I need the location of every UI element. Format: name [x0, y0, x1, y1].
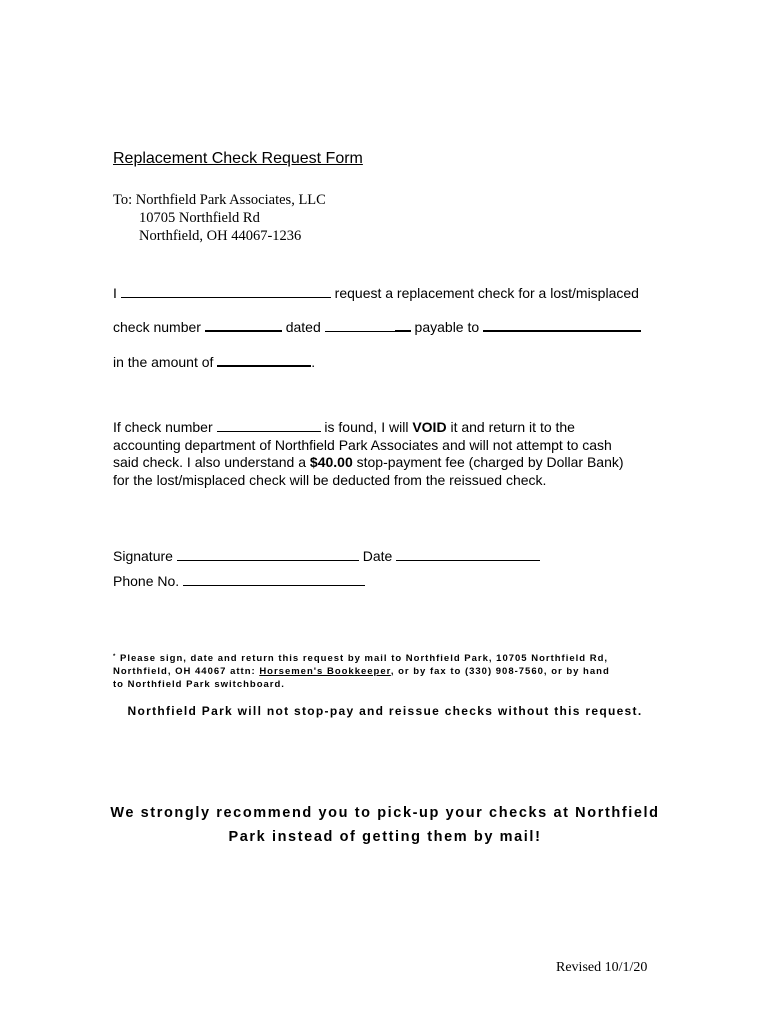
para-text-2: is found, I will	[324, 419, 409, 435]
name-field[interactable]	[121, 285, 331, 298]
address-line-3: Northfield, OH 44067-1236	[139, 228, 302, 244]
para-text-3: it and return it to the	[450, 419, 575, 435]
recommend-line-2: Park instead of getting them by mail!	[228, 829, 542, 845]
date-field[interactable]	[325, 319, 395, 332]
note-line-2a: Northfield, OH 44067 attn:	[113, 666, 256, 677]
amount-suffix: .	[311, 354, 316, 370]
para-text-4: said check. I also understand a	[113, 454, 307, 470]
signature-date-field[interactable]	[396, 548, 540, 561]
date-label: Date	[362, 548, 393, 564]
request-line	[113, 285, 639, 301]
phone-line	[113, 573, 365, 589]
note-line-1: Please sign, date and return this request by mail to Northfield Park, 10705 Northfield Rd,	[119, 653, 609, 664]
address-line-2: 10705 Northfield Rd	[139, 210, 260, 226]
amount-field[interactable]	[217, 353, 311, 367]
check-line	[113, 318, 641, 335]
note-line-3: to Northfield Park switchboard.	[113, 679, 285, 690]
para-text-5: stop-payment fee (charged by Dollar Bank)	[356, 454, 624, 470]
check-number-field[interactable]	[205, 318, 282, 332]
signature-field[interactable]	[177, 548, 359, 561]
payee-field[interactable]	[483, 318, 641, 332]
request-prefix: I	[113, 285, 117, 301]
note-asterisk: *	[113, 654, 117, 660]
recommend-line-1: We strongly recommend you to pick-up your checks at Northfield	[110, 805, 660, 821]
para-line-2: accounting department of Northfield Park Associates and will not attempt to cash	[113, 436, 612, 453]
revised-date: Revised 10/1/20	[556, 960, 648, 975]
form-title: Replacement Check Request Form	[113, 150, 363, 167]
pickup-recommendation	[0, 801, 770, 849]
date-field-end	[395, 318, 411, 332]
para-line-4: for the lost/misplaced check will be deducted from the reissued check.	[113, 471, 547, 488]
amount-line	[113, 353, 315, 370]
address-line-1: To: Northfield Park Associates, LLC	[113, 192, 326, 208]
dated-label: dated	[285, 319, 321, 335]
phone-label: Phone No.	[113, 573, 180, 589]
mailing-note	[113, 651, 673, 691]
signature-label: Signature	[113, 548, 173, 564]
signature-line	[113, 548, 540, 564]
payable-label: payable to	[414, 319, 480, 335]
amount-label: in the amount of	[113, 354, 214, 370]
terms-paragraph	[113, 419, 673, 489]
fee-amount: $40.00	[309, 454, 353, 470]
note-line-2b: , or by fax to (330) 908-7560, or by hand	[390, 666, 610, 677]
request-text: request a replacement check for a lost/misplaced	[334, 285, 639, 301]
found-check-number-field[interactable]	[217, 419, 321, 432]
para-text-1: If check number	[113, 419, 213, 435]
stop-pay-warning: Northfield Park will not stop-pay and reissue checks without this request.	[127, 704, 643, 718]
void-text: VOID	[412, 419, 447, 435]
note-attn: Horsemen's Bookkeeper	[259, 666, 391, 677]
check-number-label: check number	[113, 319, 201, 335]
phone-field[interactable]	[183, 573, 365, 586]
